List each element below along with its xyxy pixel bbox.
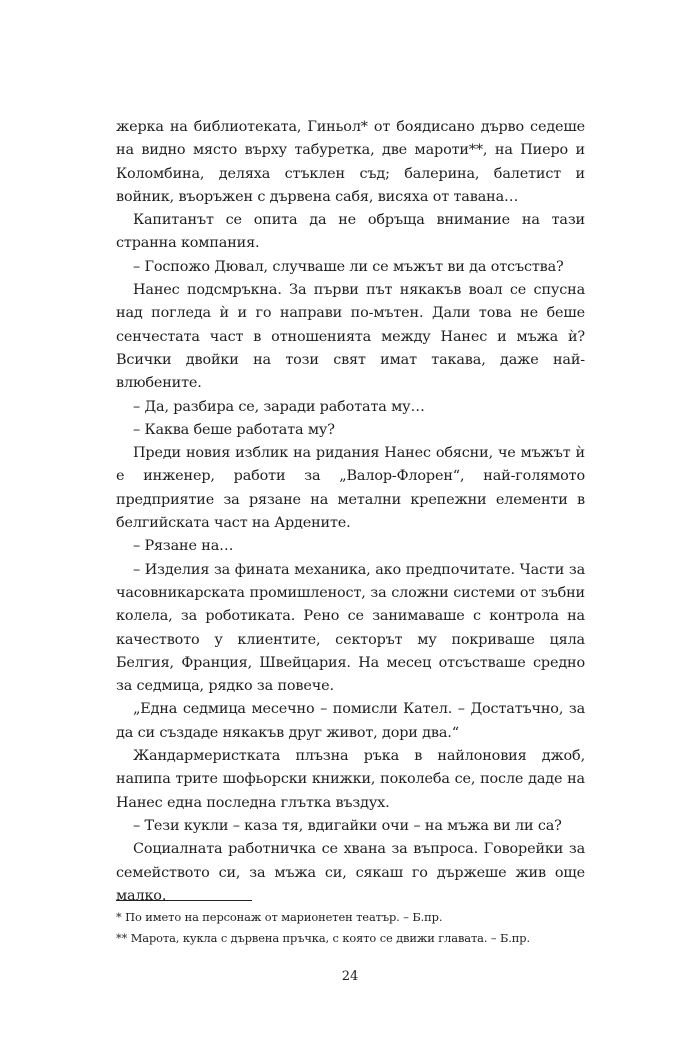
paragraph-2: Капитанът се опита да не обръща внимание на тази странна компания. xyxy=(116,212,585,252)
paragraph-4: Нанес подсмръкна. За първи път някакъв воал се спусна над погледа ѝ и го направи по-мътен. Дали това не беше сенчестата част в отношенията между Нанес и мъжа ѝ? Всички двойки на този свят имат такава, даже най-влюбените. xyxy=(116,282,585,392)
paragraph-12: – Тези кукли – каза тя, вдигайки очи – на мъжа ви ли са? xyxy=(133,817,562,834)
paragraph-5: – Да, разбира се, заради работата му… xyxy=(133,398,425,415)
paragraph-10: „Една седмица месечно – помисли Кател. – Достатъчно, за да си създаде някакъв друг живот, дори два.“ xyxy=(116,701,585,741)
body-text xyxy=(116,116,585,908)
footnote-2: ** Марота, кукла с дървена пръчка, с която се движи главата. – Б.пр. xyxy=(116,930,530,945)
paragraph-13: Социалната работничка се хвана за въпроса. Говорейки за семейството си, за мъжа си, сякаш го държеше жив още малко. xyxy=(116,841,585,904)
footnotes xyxy=(116,907,596,948)
paragraph-9: – Изделия за фината механика, ако предпочитате. Части за часовникарската промишленост, за сложни системи от зъбни колела, за роботиката. Рено се занимаваше с контрола на качеството у клиентите, секторът му покриваше цяла Белгия, Франция, Швейцария. На месец отсъстваше средно за седмица, рядко за повече. xyxy=(116,561,585,695)
footnote-1: * По името на персонаж от марионетен театър. – Б.пр. xyxy=(116,910,443,924)
page-number: 24 xyxy=(341,969,359,984)
paragraph-1: жерка на библиотеката, Гиньол* от боядисано дърво седеше на видно място върху табуретка, две мароти**, на Пиеро и Коломбина, деляха стъклен съд; балерина, балетист и войник, въоръжен с дървена сабя, висяха от тавана… xyxy=(116,119,585,205)
paragraph-8: – Рязане на… xyxy=(133,538,234,555)
paragraph-11: Жандармеристката плъзна ръка в найлоновия джоб, напипа трите шофьорски книжки, поколеба се, после даде на Нанес една последна глътка въздух. xyxy=(116,748,585,811)
paragraph-6: – Каква беше работата му? xyxy=(133,421,335,438)
paragraph-3: – Госпожо Дювал, случваше ли се мъжът ви да отсъства? xyxy=(133,258,564,275)
paragraph-7: Преди новия изблик на ридания Нанес обясни, че мъжът ѝ е инженер, работи за „Валор-Флорен“, най-голямото предприятие за рязане на метални крепежни елементи в белгийската част на Ардените. xyxy=(116,445,585,532)
footnote-divider xyxy=(116,900,252,901)
